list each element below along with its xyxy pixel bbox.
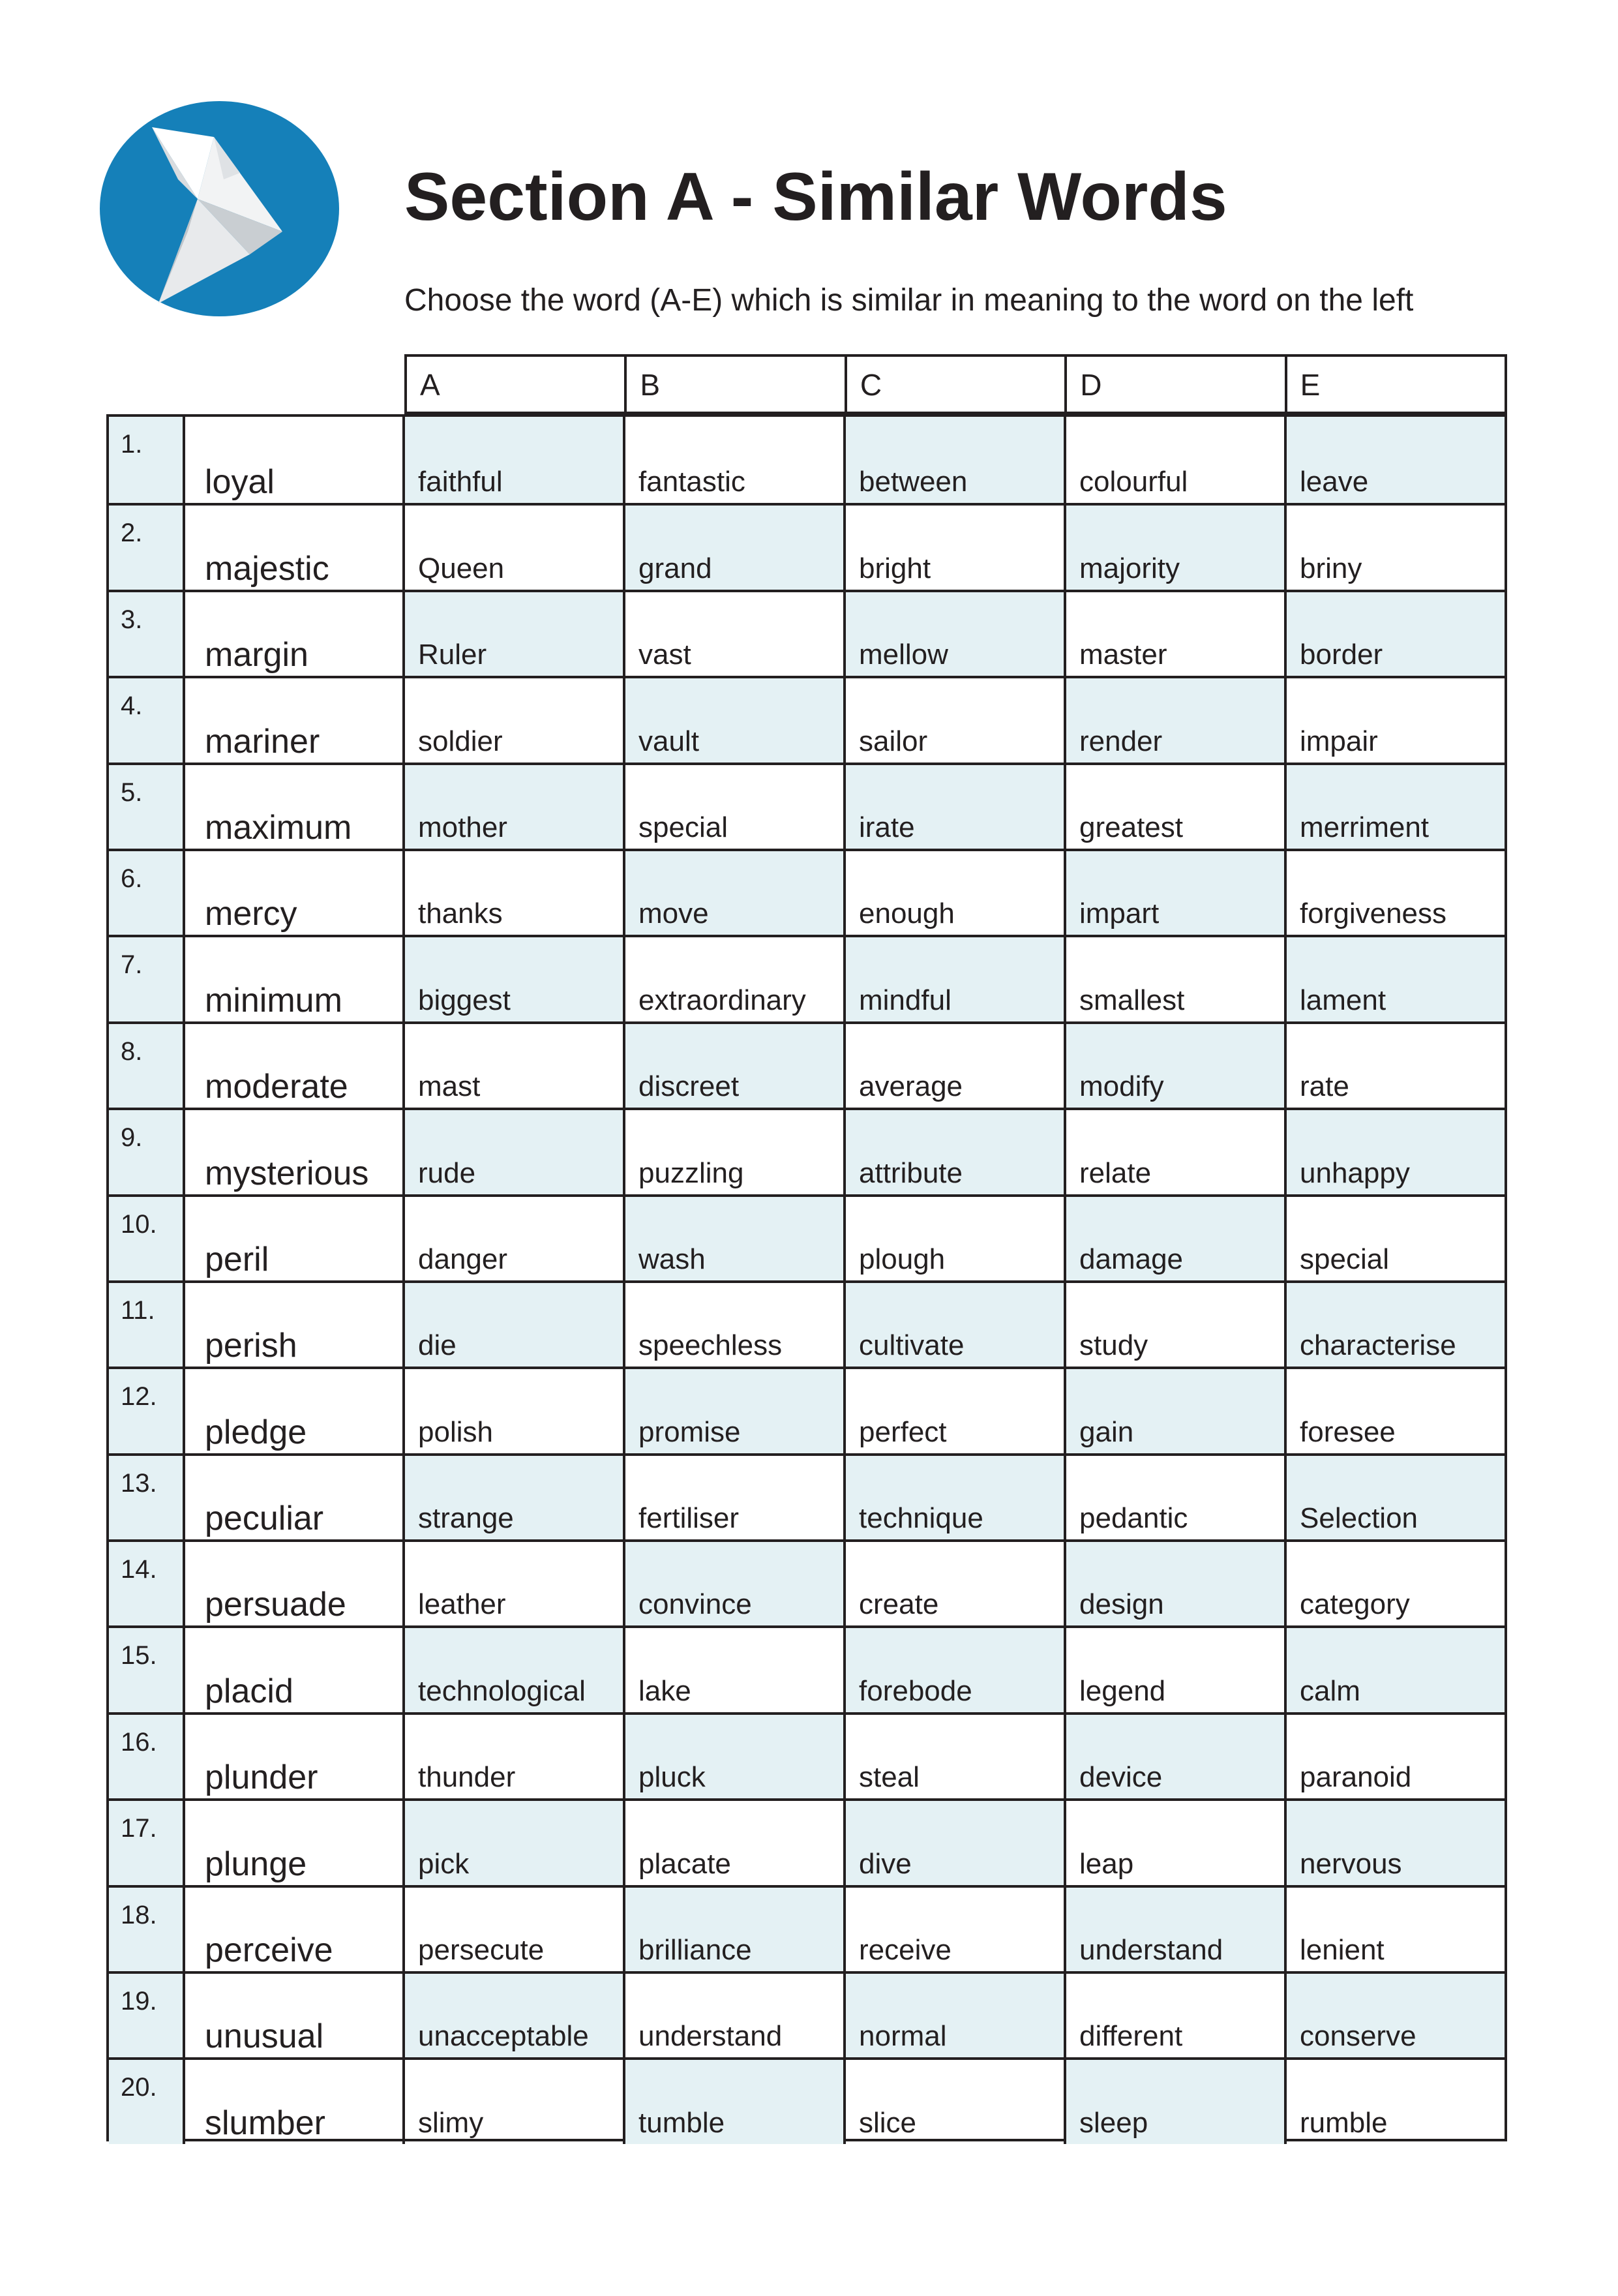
option-e[interactable]: category [1300,1588,1410,1621]
question-word: placid [185,1628,405,1712]
option-b[interactable]: wash [625,1197,846,1280]
option-a[interactable]: faithful [405,417,625,503]
option-c[interactable]: bright [846,506,1066,589]
question-row [109,1280,1505,1367]
question-number: 19. [109,1974,185,2057]
option-c[interactable]: perfect [846,1369,1066,1453]
question-row [109,763,1505,849]
option-c[interactable]: average [846,1024,1066,1108]
question-word: pledge [185,1369,405,1453]
option-c[interactable]: forebode [846,1628,1066,1712]
option-b[interactable]: placate [625,1801,846,1884]
option-e[interactable]: unhappy [1287,1110,1505,1194]
column-header-e: E [1285,357,1505,412]
option-c[interactable]: between [846,417,1066,503]
column-header-row [404,354,1507,414]
question-row [109,1453,1505,1539]
option-e[interactable]: lament [1287,937,1505,1021]
option-d[interactable]: gain [1066,1369,1287,1453]
option-d[interactable]: impart [1066,851,1287,935]
option-d[interactable]: legend [1066,1628,1287,1712]
option-a[interactable]: Queen [405,506,625,589]
option-c[interactable]: cultivate [846,1283,1066,1367]
option-e[interactable]: lenient [1300,1934,1385,1967]
question-row [109,1971,1505,2057]
question-number: 20. [109,2060,185,2143]
option-e[interactable]: rumble [1300,2106,1388,2139]
question-number: 11. [109,1283,185,1367]
question-number: 6. [109,851,185,935]
option-e[interactable]: impair [1300,725,1378,757]
question-word: perish [185,1283,405,1367]
question-number: 15. [109,1628,185,1712]
question-row [109,1798,1505,1884]
option-d[interactable]: different [1066,1974,1287,2057]
option-d[interactable]: study [1066,1283,1287,1367]
option-b[interactable]: brilliance [625,1888,846,1971]
option-c[interactable]: enough [846,851,1066,935]
option-b[interactable]: special [625,765,846,849]
question-number: 2. [109,506,185,589]
option-b[interactable]: fantastic [625,417,846,503]
option-e[interactable]: calm [1287,1628,1505,1712]
option-d[interactable]: render [1066,678,1287,762]
column-header-b: B [624,357,844,412]
option-d[interactable]: majority [1066,506,1287,589]
question-rows [106,414,1507,2141]
question-row [109,2057,1505,2143]
question-row [109,1194,1505,1280]
option-e[interactable]: briny [1300,552,1362,584]
option-e[interactable]: characterise [1287,1283,1505,1367]
question-number: 16. [109,1715,185,1798]
question-number: 9. [109,1110,185,1194]
column-header-c: C [845,357,1064,412]
option-a[interactable]: technological [405,1628,625,1712]
question-word: plunge [185,1801,405,1884]
option-e[interactable]: special [1300,1243,1389,1275]
question-number: 3. [109,592,185,676]
question-row [109,503,1505,589]
question-word: perceive [185,1888,405,1971]
option-d[interactable]: understand [1066,1888,1287,1971]
option-b[interactable]: vast [625,592,846,676]
option-b[interactable]: promise [625,1369,846,1453]
question-number: 7. [109,937,185,1021]
option-c[interactable]: slice [846,2060,1066,2143]
question-row [109,1625,1505,1712]
option-e[interactable]: forgiveness [1300,898,1447,930]
question-word: slumber [185,2060,405,2143]
question-word: mercy [185,851,405,935]
question-row [109,1539,1505,1625]
question-row [109,1712,1505,1798]
question-word: peculiar [185,1456,405,1539]
option-a[interactable]: polish [405,1369,625,1453]
question-word: unusual [185,1974,405,2057]
option-e[interactable]: foresee [1300,1415,1396,1448]
option-c[interactable]: mellow [846,592,1066,676]
option-c[interactable]: receive [846,1888,1066,1971]
option-b[interactable]: lake [625,1628,846,1712]
option-e[interactable]: border [1287,592,1505,676]
option-e[interactable]: conserve [1287,1974,1505,2057]
option-b[interactable]: fertiliser [625,1456,846,1539]
option-d[interactable]: smallest [1066,937,1287,1021]
question-number: 4. [109,678,185,762]
question-word: minimum [185,937,405,1021]
option-b[interactable]: convince [625,1542,846,1625]
option-d[interactable]: greatest [1066,765,1287,849]
option-c[interactable]: plough [846,1197,1066,1280]
option-a[interactable]: leather [405,1542,625,1625]
column-header-a: A [420,368,440,402]
option-a[interactable]: mother [405,765,625,849]
question-row [109,676,1505,762]
option-c[interactable]: dive [846,1801,1066,1884]
option-a[interactable]: slimy [405,2060,625,2143]
question-row [109,1367,1505,1453]
question-number: 13. [109,1456,185,1539]
question-word: moderate [185,1024,405,1108]
option-d[interactable]: master [1066,592,1287,676]
question-word: maximum [185,765,405,849]
option-e[interactable]: Selection [1287,1456,1505,1539]
option-d[interactable]: leap [1066,1801,1287,1884]
question-number: 5. [109,765,185,849]
question-word: plunder [185,1715,405,1798]
question-number: 10. [109,1197,185,1280]
option-a[interactable]: strange [405,1456,625,1539]
option-d[interactable]: device [1066,1715,1287,1798]
question-number: 12. [109,1369,185,1453]
option-a[interactable]: mast [405,1024,625,1108]
option-a[interactable]: pick [405,1801,625,1884]
option-a[interactable]: rude [405,1110,625,1194]
column-header-d: D [1064,357,1284,412]
option-b[interactable]: understand [625,1974,846,2057]
option-b[interactable]: move [625,851,846,935]
option-a[interactable]: thunder [405,1715,625,1798]
option-d[interactable]: design [1066,1542,1287,1625]
option-b[interactable]: vault [625,678,846,762]
option-a[interactable]: Ruler [405,592,625,676]
question-word: margin [185,592,405,676]
option-c[interactable]: attribute [846,1110,1066,1194]
option-b[interactable]: tumble [625,2060,846,2143]
option-c[interactable]: steal [846,1715,1066,1798]
option-c[interactable]: technique [846,1456,1066,1539]
question-word: mysterious [185,1110,405,1194]
question-word: loyal [185,417,405,503]
question-row [109,590,1505,676]
option-e[interactable]: paranoid [1300,1761,1412,1794]
option-c[interactable]: create [846,1542,1066,1625]
option-a[interactable]: danger [405,1197,625,1280]
option-c[interactable]: sailor [846,678,1066,762]
option-b[interactable]: puzzling [625,1110,846,1194]
option-a[interactable]: biggest [405,937,625,1021]
question-word: mariner [185,678,405,762]
option-c[interactable]: mindful [846,937,1066,1021]
option-c[interactable]: normal [846,1974,1066,2057]
option-b[interactable]: pluck [625,1715,846,1798]
option-a[interactable]: thanks [405,851,625,935]
option-b[interactable]: speechless [625,1283,846,1367]
option-d[interactable]: pedantic [1066,1456,1287,1539]
page-title: Section A - Similar Words [404,159,1227,235]
question-row [109,1108,1505,1194]
question-word: persuade [185,1542,405,1625]
question-number: 8. [109,1024,185,1108]
option-b[interactable]: grand [625,506,846,589]
question-row [109,417,1505,503]
origami-dove-icon [100,101,339,316]
question-row [109,849,1505,935]
option-e[interactable]: leave [1287,417,1505,503]
option-b[interactable]: discreet [625,1024,846,1108]
option-d[interactable]: colourful [1066,417,1287,503]
question-word: majestic [185,506,405,589]
question-number: 14. [109,1542,185,1625]
question-row [109,935,1505,1021]
option-b[interactable]: extraordinary [625,937,846,1021]
question-number: 1. [109,417,185,503]
option-a[interactable]: soldier [405,678,625,762]
option-e[interactable]: rate [1300,1070,1349,1103]
quiz-table [106,354,1507,2141]
option-a[interactable]: unacceptable [405,1974,625,2057]
option-d[interactable]: damage [1066,1197,1287,1280]
option-a[interactable]: persecute [405,1888,625,1971]
question-row [109,1885,1505,1971]
option-d[interactable]: relate [1066,1110,1287,1194]
instructions: Choose the word (A-E) which is similar in meaning to the word on the left [404,283,1414,318]
question-number: 18. [109,1888,185,1971]
option-e[interactable]: nervous [1287,1801,1505,1884]
option-c[interactable]: irate [846,765,1066,849]
question-number: 17. [109,1801,185,1884]
option-d[interactable]: modify [1066,1024,1287,1108]
question-row [109,1021,1505,1108]
option-d[interactable]: sleep [1066,2060,1287,2143]
question-word: peril [185,1197,405,1280]
option-e[interactable]: merriment [1287,765,1505,849]
option-a[interactable]: die [405,1283,625,1367]
